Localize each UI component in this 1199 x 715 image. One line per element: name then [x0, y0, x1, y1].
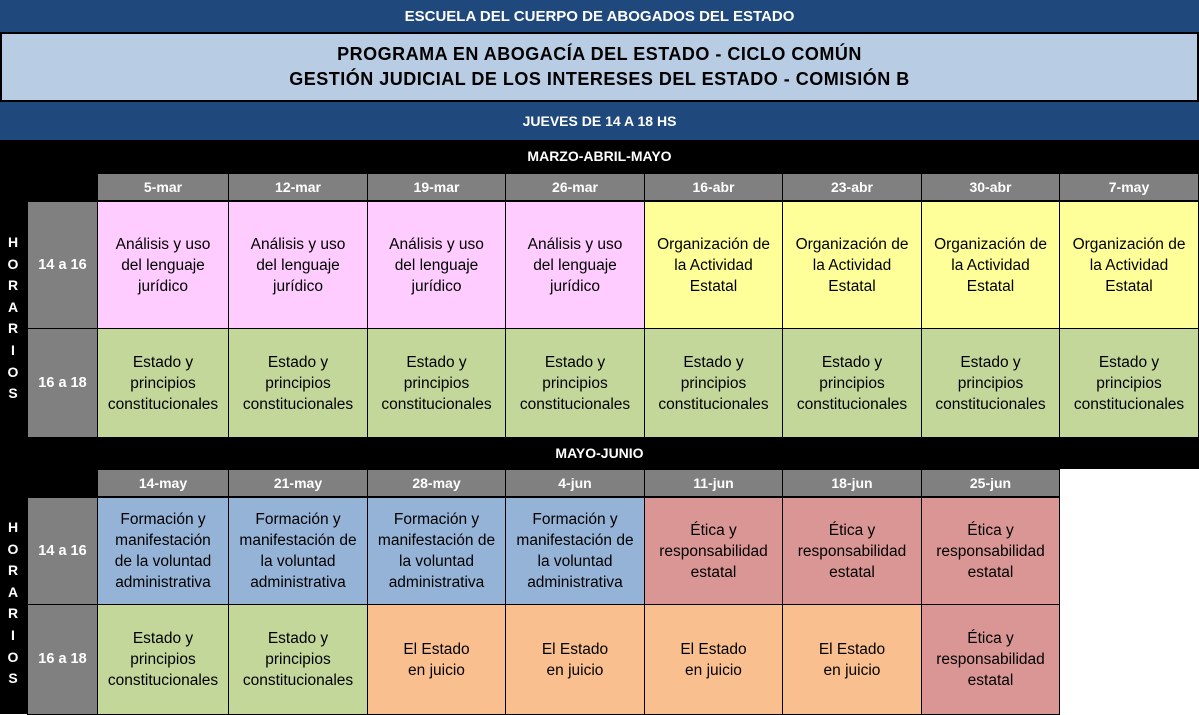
- class-cell: El Estado en juicio: [367, 604, 506, 715]
- class-cell: Estado y principios constitucionales: [228, 328, 368, 438]
- class-cell: Ética y responsabilidad estatal: [921, 497, 1060, 605]
- class-cell: Ética y responsabilidad estatal: [782, 497, 922, 605]
- class-cell: Estado y principios constitucionales: [921, 328, 1060, 438]
- program-line-1: PROGRAMA EN ABOGACÍA DEL ESTADO - CICLO COMÚN: [337, 44, 862, 64]
- class-cell: El Estado en juicio: [505, 604, 645, 715]
- class-cell: Análisis y uso del lenguaje jurídico: [505, 201, 645, 329]
- date-header: 5-mar: [97, 173, 229, 201]
- date-header: 21-may: [228, 469, 368, 497]
- class-cell: Estado y principios constitucionales: [1059, 328, 1199, 438]
- date-header: 26-mar: [505, 173, 645, 201]
- class-cell: Estado y principios constitucionales: [367, 328, 506, 438]
- class-cell: Estado y principios constitucionales: [97, 604, 229, 715]
- date-header: 14-may: [97, 469, 229, 497]
- class-cell: El Estado en juicio: [782, 604, 922, 715]
- class-cell: El Estado en juicio: [644, 604, 783, 715]
- corner-cell: [0, 469, 97, 497]
- class-cell: Formación y manifestación de la voluntad administrativa: [97, 497, 229, 605]
- class-cell: Estado y principios constitucionales: [644, 328, 783, 438]
- class-cell: Organización de la Actividad Estatal: [782, 201, 922, 329]
- class-cell: Formación y manifestación de la voluntad administrativa: [367, 497, 506, 605]
- class-cell: Organización de la Actividad Estatal: [921, 201, 1060, 329]
- date-header: 18-jun: [782, 469, 922, 497]
- time-slot-label: 14 a 16: [27, 201, 98, 329]
- schedule-banner: JUEVES DE 14 A 18 HS: [0, 102, 1199, 140]
- date-header: 11-jun: [644, 469, 783, 497]
- class-cell: Análisis y uso del lenguaje jurídico: [228, 201, 368, 329]
- side-label-horarios: H O R A R I O S: [7, 519, 19, 687]
- date-header: 23-abr: [782, 173, 922, 201]
- time-slot-label: 14 a 16: [27, 497, 98, 605]
- time-slot-label: 16 a 18: [27, 604, 98, 715]
- date-header: 16-abr: [644, 173, 783, 201]
- date-header: 28-may: [367, 469, 506, 497]
- side-label-horarios: H O R A R I O S: [7, 234, 19, 402]
- class-cell: Estado y principios constitucionales: [228, 604, 368, 715]
- class-cell: Ética y responsabilidad estatal: [921, 604, 1060, 715]
- class-cell: Formación y manifestación de la voluntad administrativa: [228, 497, 368, 605]
- school-title: ESCUELA DEL CUERPO DE ABOGADOS DEL ESTADO: [0, 0, 1199, 32]
- date-header: 25-jun: [921, 469, 1060, 497]
- class-cell: Análisis y uso del lenguaje jurídico: [367, 201, 506, 329]
- time-slot-label: 16 a 18: [27, 328, 98, 438]
- class-cell: Análisis y uso del lenguaje jurídico: [97, 201, 229, 329]
- program-title: [0, 32, 1199, 102]
- class-cell: Ética y responsabilidad estatal: [644, 497, 783, 605]
- date-header: 19-mar: [367, 173, 506, 201]
- section-title: MAYO-JUNIO: [0, 437, 1199, 469]
- date-header: 7-may: [1059, 173, 1199, 201]
- class-cell: Estado y principios constitucionales: [97, 328, 229, 438]
- class-cell: Formación y manifestación de la voluntad administrativa: [505, 497, 645, 605]
- class-cell: Organización de la Actividad Estatal: [644, 201, 783, 329]
- section-title: MARZO-ABRIL-MAYO: [0, 140, 1199, 173]
- date-header: 4-jun: [505, 469, 645, 497]
- date-header: 12-mar: [228, 173, 368, 201]
- date-header: 30-abr: [921, 173, 1060, 201]
- class-cell: Estado y principios constitucionales: [782, 328, 922, 438]
- program-line-2: GESTIÓN JUDICIAL DE LOS INTERESES DEL ESTADO - COMISIÓN B: [289, 69, 910, 89]
- corner-cell: [0, 173, 97, 201]
- class-cell: Organización de la Actividad Estatal: [1059, 201, 1199, 329]
- class-cell: Estado y principios constitucionales: [505, 328, 645, 438]
